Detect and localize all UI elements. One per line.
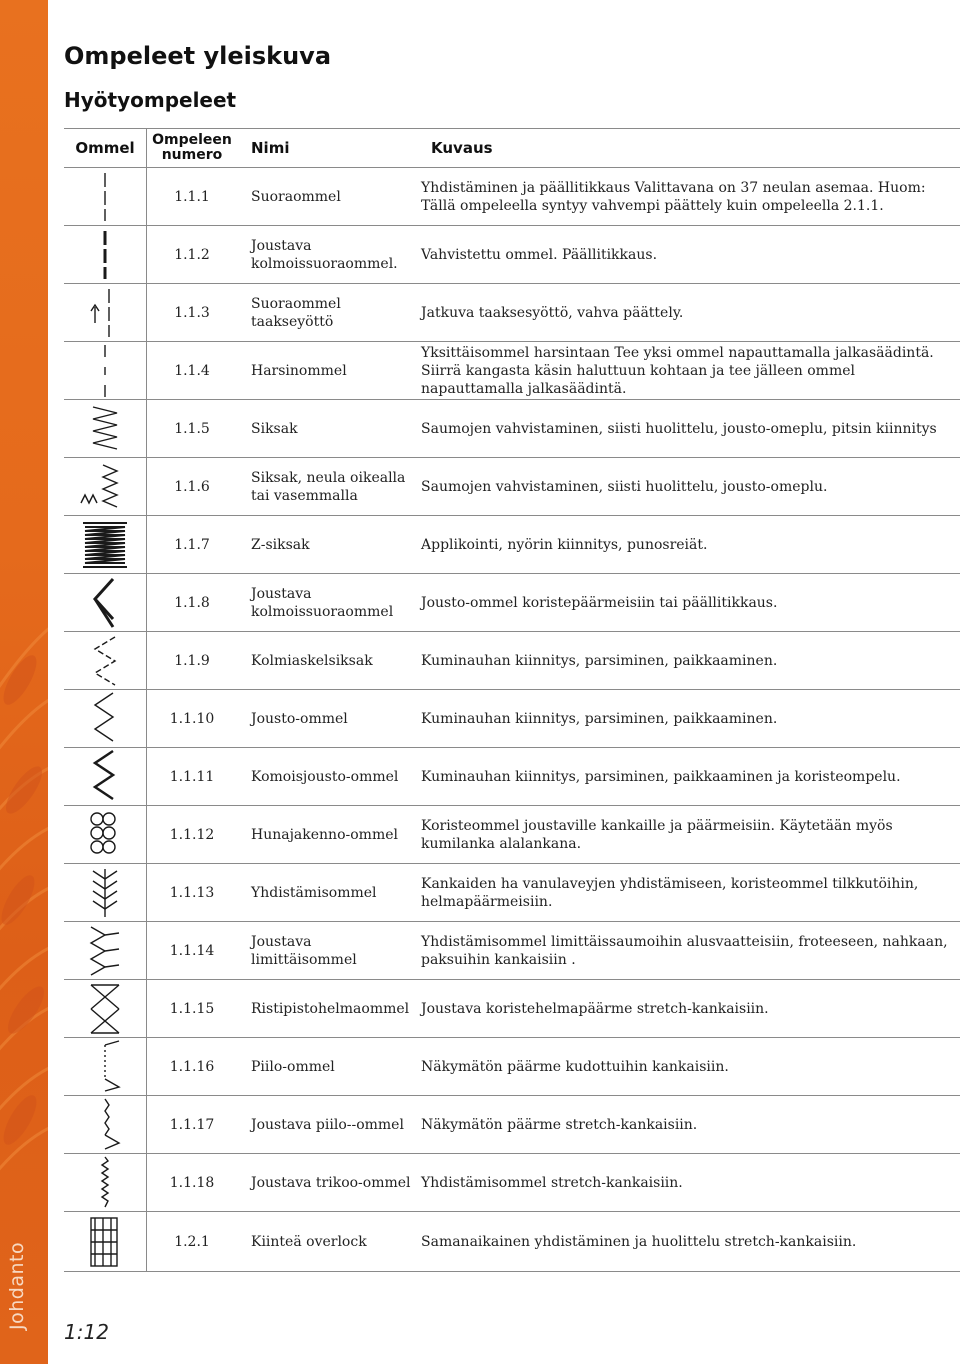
table-header-row: [64, 129, 960, 168]
stitch-number: 1.1.15: [147, 980, 238, 1038]
table-row: [64, 284, 960, 342]
table-row: [64, 342, 960, 400]
stitch-description: Samanaikainen yhdistäminen ja huolittelu stretch-kankaisiin.: [421, 1212, 960, 1272]
header-number: Ompeleen numero: [147, 129, 238, 168]
stitch-description: Koristeommel joustaville kankaille ja päärmeisiin. Käytetään myös kumilanka alalankana.: [421, 806, 960, 864]
stitch-description: Yhdistämisommel limittäissaumoihin alusvaatteisiin, froteeseen, nahkaan, paksuihin kankaisiin .: [421, 922, 960, 980]
elastic-blind-hem-icon: [75, 1097, 135, 1153]
stitch-number: 1.1.13: [147, 864, 238, 922]
stitch-number: 1.1.4: [147, 342, 238, 400]
page-subtitle: Hyötyompeleet: [64, 88, 237, 112]
stitch-symbol-cell: [64, 226, 147, 284]
double-stretch-stitch-icon: [75, 749, 135, 805]
joining-stitch-icon: [75, 865, 135, 921]
stitch-number: 1.1.6: [147, 458, 238, 516]
stitch-description: Yhdistäminen ja päällitikkaus Valittavana on 37 neulan asemaa. Huom: Tällä ompeleella syntyy vahvempi päättely kuin ompeleella 2.1.1.: [421, 168, 960, 226]
stitch-description: Jousto-ommel koristepäärmeisiin tai päällitikkaus.: [421, 574, 960, 632]
stitch-description: Kuminauhan kiinnitys, parsiminen, paikkaaminen.: [421, 632, 960, 690]
reverse-straight-stitch-icon: [75, 285, 135, 341]
blind-hem-icon: [75, 1039, 135, 1095]
table-row: [64, 690, 960, 748]
stitch-number: 1.1.7: [147, 516, 238, 574]
stitch-description: Yksittäisommel harsintaan Tee yksi ommel napauttamalla jalkasäädintä. Siirrä kangasta käsin haluttuun kohtaan ja tee jälleen ommel napauttamalla jalkasäädintä.: [421, 342, 960, 400]
tricot-stitch-icon: [75, 1155, 135, 1211]
overlock-icon: [75, 1214, 135, 1270]
stitch-number: 1.1.11: [147, 748, 238, 806]
stitch-description: Yhdistämisommel stretch-kankaisiin.: [421, 1154, 960, 1212]
stitch-description: Saumojen vahvistaminen, siisti huolittelu, jousto-omeplu.: [421, 458, 960, 516]
stitch-name: Joustava trikoo-ommel: [237, 1154, 421, 1212]
stitch-symbol-cell: [64, 632, 147, 690]
stitch-name: Kiinteä overlock: [237, 1212, 421, 1272]
stitch-name: Ristipistohelmaommel: [237, 980, 421, 1038]
stitch-number: 1.1.17: [147, 1096, 238, 1154]
stitch-description: Näkymätön päärme kudottuihin kankaisiin.: [421, 1038, 960, 1096]
header-stitch: Ommel: [64, 129, 147, 168]
cross-stitch-hem-icon: [75, 981, 135, 1037]
stitch-name: Joustava kolmoissuoraommel: [237, 574, 421, 632]
stitch-symbol-cell: [64, 864, 147, 922]
page-title: Ompeleet yleiskuva: [64, 42, 332, 70]
stitch-number: 1.1.10: [147, 690, 238, 748]
basting-stitch-icon: [75, 343, 135, 399]
stitch-name: Z-siksak: [237, 516, 421, 574]
stitch-description: Kankaiden ha vanulaveyjen yhdistämiseen, koristeommel tilkkutöihin, helmapäärmeisiin.: [421, 864, 960, 922]
table-row: [64, 1096, 960, 1154]
stitch-number: 1.2.1: [147, 1212, 238, 1272]
table-row: [64, 458, 960, 516]
stitch-number: 1.1.1: [147, 168, 238, 226]
stitch-name: Yhdistämisommel: [237, 864, 421, 922]
stretch-stitch-icon: [75, 691, 135, 747]
table-row: [64, 226, 960, 284]
stitch-symbol-cell: [64, 574, 147, 632]
stitch-symbol-cell: [64, 922, 147, 980]
stitch-name: Kolmiaskelsiksak: [237, 632, 421, 690]
triple-straight-stitch-icon: [75, 227, 135, 283]
stitch-symbol-cell: [64, 1096, 147, 1154]
stitch-name: Siksak, neula oikealla tai vasemmalla: [237, 458, 421, 516]
stitch-name: Suoraommel: [237, 168, 421, 226]
stitch-number: 1.1.14: [147, 922, 238, 980]
stitch-number: 1.1.9: [147, 632, 238, 690]
table-row: [64, 400, 960, 458]
stitch-symbol-cell: [64, 400, 147, 458]
table-row: [64, 980, 960, 1038]
stitch-description: Applikointi, nyörin kiinnitys, punosreiät.: [421, 516, 960, 574]
side-bar: [0, 0, 48, 1364]
table-row: [64, 748, 960, 806]
stitch-table: [64, 128, 960, 1272]
stitch-name: Piilo-ommel: [237, 1038, 421, 1096]
stitch-number: 1.1.12: [147, 806, 238, 864]
stitch-symbol-cell: [64, 1154, 147, 1212]
table-row: [64, 574, 960, 632]
stitch-symbol-cell: [64, 1212, 147, 1272]
table-row: [64, 1154, 960, 1212]
stitch-name: Hunajakenno-ommel: [237, 806, 421, 864]
stitch-number: 1.1.18: [147, 1154, 238, 1212]
header-description: Kuvaus: [421, 129, 960, 168]
table-row: [64, 864, 960, 922]
stitch-description: Kuminauhan kiinnitys, parsiminen, paikkaaminen ja koristeompelu.: [421, 748, 960, 806]
overlap-stitch-icon: [75, 923, 135, 979]
stitch-description: Joustava koristehelmapäärme stretch-kankaisiin.: [421, 980, 960, 1038]
stitch-symbol-cell: [64, 690, 147, 748]
three-step-zigzag-icon: [75, 633, 135, 689]
stitch-description: Jatkuva taaksesyöttö, vahva päättely.: [421, 284, 960, 342]
table-row: [64, 168, 960, 226]
stitch-description: Saumojen vahvistaminen, siisti huolittelu, jousto-omeplu, pitsin kiinnitys: [421, 400, 960, 458]
stitch-name: Siksak: [237, 400, 421, 458]
stitch-description: Näkymätön päärme stretch-kankaisiin.: [421, 1096, 960, 1154]
table-row: [64, 516, 960, 574]
stitch-name: Komoisjousto-ommel: [237, 748, 421, 806]
stitch-number: 1.1.5: [147, 400, 238, 458]
stitch-name: Suoraommel taakseyöttö: [237, 284, 421, 342]
stitch-name: Jousto-ommel: [237, 690, 421, 748]
stitch-number: 1.1.3: [147, 284, 238, 342]
table-row: [64, 1038, 960, 1096]
stitch-description: Kuminauhan kiinnitys, parsiminen, paikkaaminen.: [421, 690, 960, 748]
table-row: [64, 1212, 960, 1272]
stitch-name: Joustava piilo--ommel: [237, 1096, 421, 1154]
straight-stitch-icon: [75, 169, 135, 225]
zigzag-icon: [75, 401, 135, 457]
stitch-symbol-cell: [64, 806, 147, 864]
table-row: [64, 806, 960, 864]
z-zigzag-icon: [75, 517, 135, 573]
table-row: [64, 632, 960, 690]
stitch-name: Joustava limittäisommel: [237, 922, 421, 980]
triple-zigzag-icon: [75, 575, 135, 631]
stitch-symbol-cell: [64, 1038, 147, 1096]
stitch-symbol-cell: [64, 284, 147, 342]
stitch-symbol-cell: [64, 168, 147, 226]
zigzag-offset-icon: [75, 459, 135, 515]
honeycomb-stitch-icon: [75, 807, 135, 863]
stitch-number: 1.1.2: [147, 226, 238, 284]
table-row: [64, 922, 960, 980]
stitch-symbol-cell: [64, 342, 147, 400]
stitch-name: Harsinommel: [237, 342, 421, 400]
stitch-number: 1.1.16: [147, 1038, 238, 1096]
header-name: Nimi: [237, 129, 421, 168]
stitch-symbol-cell: [64, 980, 147, 1038]
page-number: 1:12: [64, 1320, 109, 1344]
stitch-symbol-cell: [64, 458, 147, 516]
stitch-name: Joustava kolmoissuoraommel.: [237, 226, 421, 284]
decorative-leaf-pattern: [0, 0, 48, 1364]
stitch-description: Vahvistettu ommel. Päällitikkaus.: [421, 226, 960, 284]
stitch-symbol-cell: [64, 516, 147, 574]
stitch-number: 1.1.8: [147, 574, 238, 632]
stitch-symbol-cell: [64, 748, 147, 806]
section-label: Johdanto: [6, 1241, 28, 1330]
